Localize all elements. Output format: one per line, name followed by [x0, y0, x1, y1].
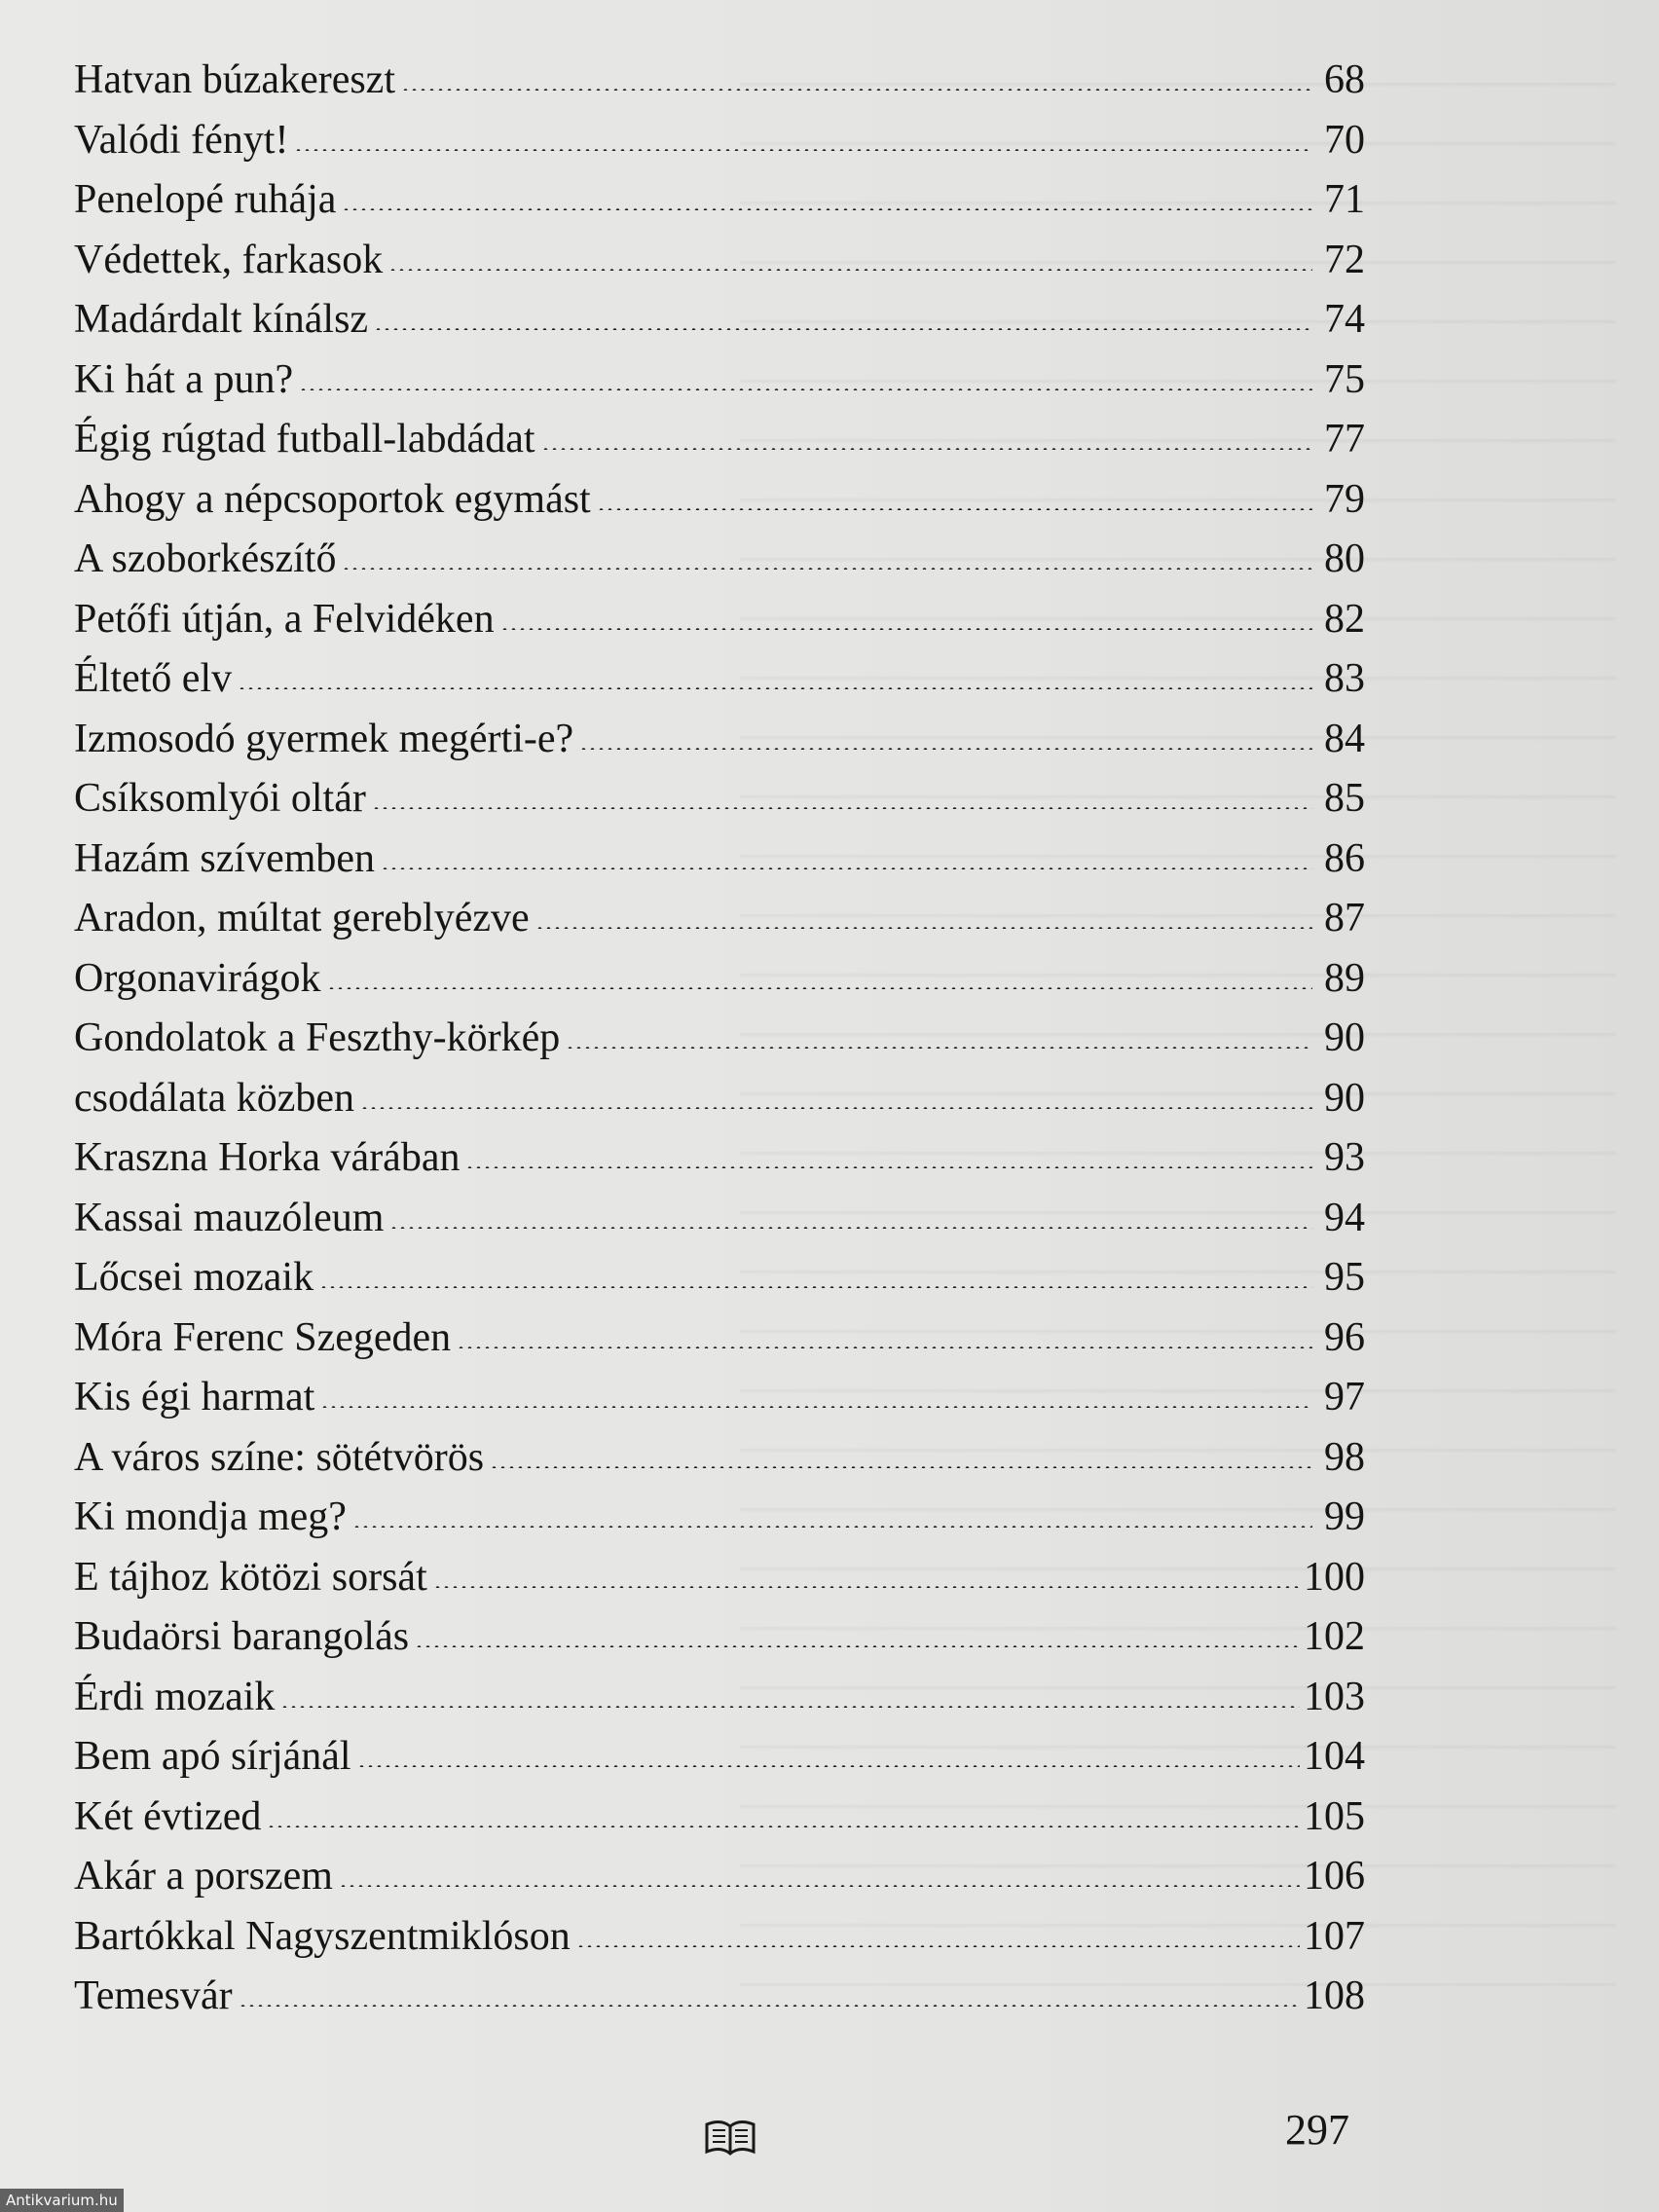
toc-entry-title: Izmosodó gyermek megérti-e? [74, 716, 574, 761]
toc-entry [74, 350, 1365, 411]
dot-leader [490, 1456, 1312, 1468]
toc-entry [74, 1009, 1365, 1069]
toc-entry-title: Petőfi útján, a Felvidéken [74, 596, 495, 642]
toc-entry-page: 106 [1304, 1854, 1365, 1899]
toc-entry-title: Valódi fényt! [74, 117, 289, 163]
dot-leader [457, 1337, 1312, 1348]
toc-entry-page: 87 [1324, 896, 1365, 940]
dot-leader [239, 1995, 1300, 2007]
toc-entry-page: 103 [1304, 1674, 1365, 1719]
dot-leader [319, 1276, 1312, 1288]
dot-leader [299, 379, 1312, 390]
dot-leader [352, 1516, 1312, 1528]
dot-leader [327, 977, 1313, 989]
toc-entry-title: Védettek, farkasok [74, 237, 384, 282]
toc-entry-page: 93 [1324, 1135, 1365, 1180]
toc-entry-page: 102 [1304, 1614, 1365, 1659]
open-book-icon [703, 2119, 757, 2157]
dot-leader [280, 1696, 1300, 1708]
toc-entry-page: 80 [1324, 536, 1365, 581]
toc-entry [74, 649, 1365, 710]
dot-leader [357, 1755, 1300, 1767]
toc-entry-title: Budaörsi barangolás [74, 1614, 410, 1659]
toc-entry [74, 1428, 1365, 1489]
toc-entry-page: 90 [1324, 1015, 1365, 1060]
toc-entry-page: 74 [1324, 297, 1365, 342]
dot-leader [339, 1875, 1300, 1887]
toc-entry [74, 231, 1365, 291]
toc-entry-title: A szoborkészítő [74, 536, 337, 581]
dot-leader [388, 259, 1312, 271]
toc-entry [74, 1967, 1365, 2027]
dot-leader [381, 858, 1312, 869]
dot-leader [294, 139, 1312, 151]
dot-leader [500, 618, 1312, 630]
toc-entry [74, 1069, 1365, 1129]
table-of-contents [74, 51, 1365, 2027]
dot-leader [372, 797, 1312, 809]
dot-leader [342, 199, 1312, 210]
toc-entry [74, 1128, 1365, 1189]
dot-leader [342, 558, 1312, 570]
toc-entry [74, 1727, 1365, 1788]
toc-entry [74, 290, 1365, 350]
toc-entry-page: 79 [1324, 476, 1365, 522]
page-number: 297 [1285, 2106, 1349, 2154]
toc-entry-title: A város színe: sötétvörös [74, 1434, 485, 1480]
toc-entry-page: 94 [1324, 1195, 1365, 1240]
toc-entry [74, 590, 1365, 650]
toc-entry-page: 90 [1324, 1075, 1365, 1121]
toc-entry-title: Bartókkal Nagyszentmiklóson [74, 1913, 571, 1959]
dot-leader [566, 1037, 1312, 1049]
toc-entry [74, 889, 1365, 949]
toc-entry [74, 1847, 1365, 1907]
dot-leader [401, 79, 1312, 91]
dot-leader [389, 1217, 1312, 1229]
toc-entry [74, 1907, 1365, 1968]
toc-entry [74, 1189, 1365, 1249]
toc-entry-title: csodálata közben [74, 1075, 355, 1121]
toc-entry-title: Orgonavirágok [74, 955, 321, 1001]
toc-entry-title: Hatvan búzakereszt [74, 57, 395, 102]
dot-leader [535, 917, 1312, 929]
toc-entry-page: 86 [1324, 835, 1365, 881]
toc-entry-title: Lőcsei mozaik [74, 1255, 314, 1300]
toc-entry-title: Madárdalt kínálsz [74, 297, 369, 342]
toc-entry-title: Bem apó sírjánál [74, 1734, 351, 1779]
dot-leader [597, 498, 1312, 510]
toc-entry-page: 105 [1304, 1793, 1365, 1839]
toc-entry-title: Penelopé ruhája [74, 177, 337, 222]
toc-entry-page: 100 [1304, 1554, 1365, 1600]
toc-entry-page: 107 [1304, 1913, 1365, 1959]
toc-entry-title: Érdi mozaik [74, 1674, 276, 1719]
dot-leader [465, 1157, 1312, 1168]
toc-entry-page: 108 [1304, 1973, 1365, 2018]
toc-entry [74, 51, 1365, 111]
toc-entry-title: Móra Ferenc Szegeden [74, 1314, 452, 1360]
toc-entry [74, 1548, 1365, 1608]
toc-entry [74, 1309, 1365, 1369]
toc-entry-title: E tájhoz kötözi sorsát [74, 1554, 427, 1600]
toc-entry-page: 99 [1324, 1494, 1365, 1539]
toc-entry-page: 95 [1324, 1255, 1365, 1300]
toc-entry-page: 75 [1324, 356, 1365, 402]
toc-entry [74, 111, 1365, 171]
toc-entry-page: 82 [1324, 596, 1365, 642]
toc-entry-title: Kraszna Horka várában [74, 1135, 461, 1180]
toc-entry-title: Akár a porszem [74, 1854, 333, 1899]
toc-entry-page: 89 [1324, 955, 1365, 1001]
toc-entry-title: Égig rúgtad futball-labdádat [74, 417, 535, 461]
dot-leader [579, 738, 1312, 750]
watermark: Antikvarium.hu [0, 2189, 124, 2212]
dot-leader [267, 1816, 1300, 1827]
dot-leader [374, 318, 1312, 330]
toc-entry-page: 68 [1324, 57, 1365, 102]
toc-entry-title: Hazám szívemben [74, 835, 376, 881]
toc-entry-title: Kassai mauzóleum [74, 1195, 385, 1240]
dot-leader [576, 1936, 1300, 1947]
toc-entry-title: Kis égi harmat [74, 1375, 315, 1419]
toc-entry-title: Két évtized [74, 1793, 262, 1839]
toc-entry [74, 949, 1365, 1010]
toc-entry-page: 83 [1324, 656, 1365, 701]
toc-entry-title: Aradon, múltat gereblyézve [74, 896, 530, 940]
toc-entry-title: Ki mondja meg? [74, 1494, 347, 1539]
toc-entry-title: Csíksomlyói oltár [74, 776, 366, 821]
dot-leader [360, 1097, 1312, 1109]
toc-entry-page: 98 [1324, 1434, 1365, 1480]
toc-entry-page: 77 [1324, 417, 1365, 461]
toc-entry [74, 710, 1365, 770]
toc-entry [74, 170, 1365, 231]
dot-leader [238, 678, 1312, 689]
toc-entry-page: 71 [1324, 177, 1365, 222]
toc-entry [74, 1488, 1365, 1548]
toc-entry [74, 1248, 1365, 1309]
toc-entry [74, 1668, 1365, 1728]
dot-leader [433, 1576, 1300, 1588]
toc-entry [74, 470, 1365, 531]
dot-leader [415, 1636, 1300, 1647]
toc-entry [74, 769, 1365, 830]
toc-entry [74, 1607, 1365, 1668]
toc-entry-title: Éltető elv [74, 656, 233, 701]
toc-entry-page: 104 [1304, 1734, 1365, 1779]
toc-entry [74, 1788, 1365, 1848]
toc-entry [74, 530, 1365, 590]
dot-leader [320, 1396, 1312, 1408]
toc-entry-page: 96 [1324, 1314, 1365, 1360]
toc-entry [74, 410, 1365, 470]
toc-entry-page: 97 [1324, 1375, 1365, 1419]
toc-entry [74, 1368, 1365, 1428]
toc-entry-title: Ki hát a pun? [74, 356, 294, 402]
dot-leader [541, 438, 1312, 450]
toc-entry-title: Gondolatok a Feszthy-körkép [74, 1015, 561, 1060]
toc-entry-page: 70 [1324, 117, 1365, 163]
toc-entry-title: Temesvár [74, 1973, 233, 2018]
toc-entry-page: 72 [1324, 237, 1365, 282]
toc-entry-page: 85 [1324, 776, 1365, 821]
toc-entry-title: Ahogy a népcsoportok egymást [74, 476, 591, 522]
toc-entry [74, 830, 1365, 890]
toc-entry-page: 84 [1324, 716, 1365, 761]
